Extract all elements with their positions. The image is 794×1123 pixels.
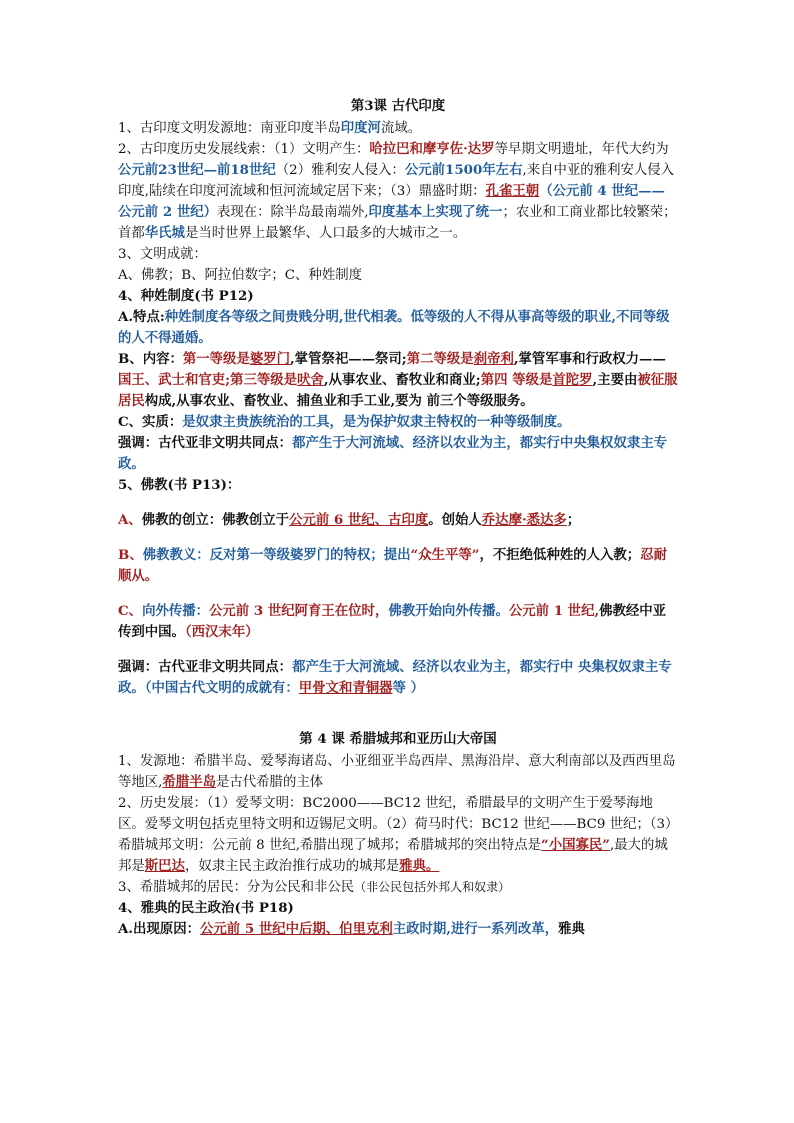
- l3-item4-b: B、内容：第一等级是婆罗门,掌管祭祀——祭司;第二等级是刹帝利,掌管军事和行政权力——国王、武士和官吏;第三等级是吠舍,从事农业、畜牧业和商业;第四 等级是首陀罗,主要由被征服居民构成,从事农业、畜牧业、捕鱼业和手工业,要为 前三个等级服务。: [118, 351, 678, 409]
- l3-item4-note: 强调：古代亚非文明共同点：都产生于大河流域、经济以农业为主，都实行中央集权奴隶主专政。: [118, 435, 668, 472]
- l3-item5-c: C、向外传播：公元前 3 世纪阿育王在位时，佛教开始向外传播。公元前 1 世纪,佛教经中亚传到中国。（西汉末年）: [118, 603, 667, 640]
- l3-item5-a: A、佛教的创立：佛教创立于公元前 6 世纪、古印度。创始人乔达摩·悉达多；: [118, 512, 581, 528]
- l4-item3: 3、希腊城邦的居民：分为公民和非公民（非公民包括外邦人和奴隶）: [118, 880, 511, 895]
- l4-item2: 2、历史发展：（1）爱琴文明：BC2000——BC12 世纪，希腊最早的文明产生于爱琴海地区。爱琴文明包括克里特文明和迈锡尼文明。（2）荷马时代：BC12 世纪——BC9 世纪；（3）希腊城邦文明：公元前 8 世纪,希腊出现了城邦；希腊城邦的突出特点是“小国寡民”,最大的城邦是斯巴达，奴隶主民主政治推行成功的城邦是雅典。: [118, 796, 672, 874]
- lesson3-title: 第3课 古代印度: [350, 98, 446, 114]
- l3-item1: 1、古印度文明发源地：南亚印度半岛印度河流域。: [118, 120, 422, 136]
- l3-item5-heading: 5、佛教(书 P13)：: [118, 477, 241, 493]
- l3-emphasis: 强调：古代亚非文明共同点：都产生于大河流域、经济以农业为主，都实行中 央集权奴隶主专政。（中国古代文明的成就有：甲骨文和青铜器等 ）: [118, 659, 672, 696]
- l3-item5-b: B、佛教教义：反对第一等级婆罗门的特权；提出“众生平等”，不拒绝低种姓的人入教；忍耐顺从。: [118, 547, 667, 584]
- l3-item4-heading: 4、种姓制度(书 P12): [118, 288, 254, 304]
- l3-item4-a: A.特点:种姓制度各等级之间贵贱分明,世代相袭。低等级的人不得从事高等级的职业,不同等级的人不得通婚。: [118, 309, 670, 346]
- l4-item1: 1、发源地：希腊半岛、爱琴海诸岛、小亚细亚半岛西岸、黑海沿岸、意大利南部以及西西里岛等地区,希腊半岛是古代希腊的主体: [118, 754, 676, 790]
- l4-item4-a: A.出现原因：公元前 5 世纪中后期、伯里克利主政时期,进行一系列改革，雅典: [118, 921, 585, 937]
- l3-item3-list: A、佛教；B、阿拉伯数字；C、种姓制度: [118, 268, 363, 283]
- l3-item4-c: C、实质：是奴隶主贵族统治的工具，是为保护奴隶主特权的一种等级制度。: [118, 414, 571, 430]
- l3-item2: 2、古印度历史发展线索：（1）文明产生：哈拉巴和摩亨佐·达罗等早期文明遗址，年代大约为公元前23世纪—前18世纪（2）雅利安人侵入：公元前1500年左右,来自中亚的雅利安人侵入印度,陆续在印度河流域和恒河流域定居下来；（3）鼎盛时期：孔雀王朝（公元前 4 世纪——公元前 2 世纪）表现在：除半岛最南端外,印度基本上实现了统一；农业和工商业都比较繁荣；首都华氏城是当时世界上最繁华、人口最多的大城市之一。: [118, 141, 677, 241]
- document-page: [118, 96, 678, 940]
- l3-item3: 3、文明成就：: [118, 247, 207, 262]
- l4-item4-heading: 4、雅典的民主政治(书 P18): [118, 900, 294, 916]
- lesson4-title: 第 4 课 希腊城邦和亚历山大帝国: [299, 731, 497, 747]
